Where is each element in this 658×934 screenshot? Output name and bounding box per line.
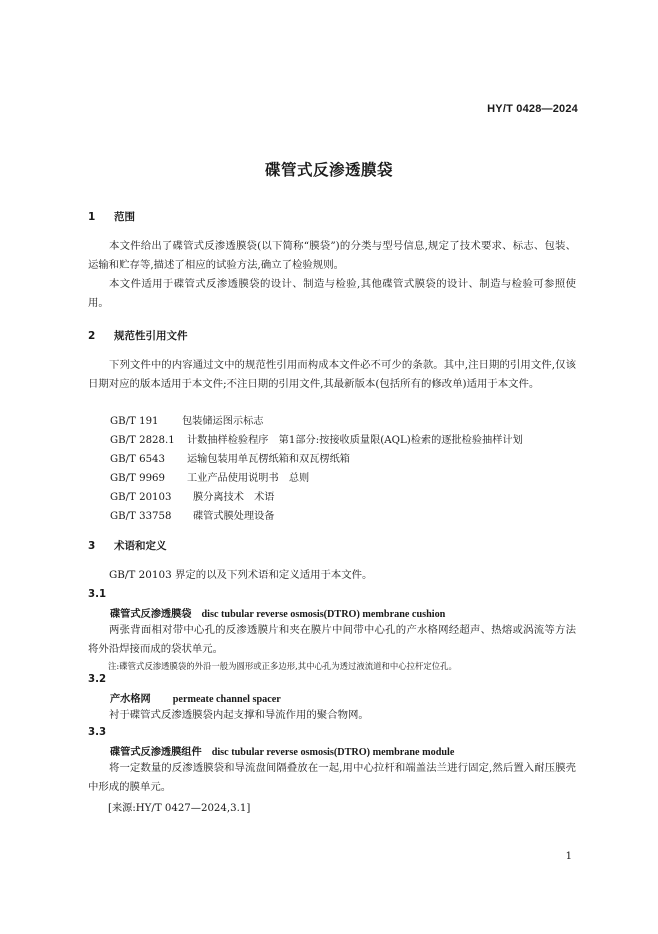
reference-title: 膜分离技术 术语 [193, 492, 275, 503]
term-english: disc tubular reverse osmosis(DTRO) membrane module [211, 747, 455, 758]
reference-item [110, 488, 275, 507]
page-number: 1 [565, 851, 572, 862]
reference-code: GB/T 20103 [110, 492, 172, 503]
reference-code: GB/T 33758 [110, 511, 172, 522]
reference-code: GB/T 6543 [110, 454, 166, 465]
term-source: [来源:HY/T 0427—2024,3.1] [108, 803, 251, 814]
term-number: 3.2 [88, 674, 107, 685]
term-definition: 将一定数量的反渗透膜袋和导流盘间隔叠放在一起,用中心拉杆和端盖法兰进行固定,然后置入耐压膜壳中形成的膜单元。 [88, 762, 576, 793]
reference-item [110, 450, 350, 469]
reference-title: 计数抽样检验程序 第1部分:按接收质量限(AQL)检索的逐批检验抽样计划 [187, 435, 523, 446]
term-definition: 衬于碟管式反渗透膜袋内起支撑和导流作用的聚合物网。 [109, 709, 369, 721]
term-heading [110, 605, 445, 620]
section-1-paragraph: 本文件适用于碟管式反渗透膜袋的设计、制造与检验,其他碟管式膜袋的设计、制造与检验可参照使用。 [88, 278, 576, 309]
section-2-intro: 下列文件中的内容通过文中的规范性引用而构成本文件必不可少的条款。其中,注日期的引用文件,仅该日期对应的版本适用于本文件;不注日期的引用文件,其最新版本(包括所有的修改单)适用于本文件。 [88, 359, 576, 390]
reference-title: 运输包装用单瓦楞纸箱和双瓦楞纸箱 [187, 454, 350, 465]
section-number: 1 [88, 211, 96, 223]
reference-code: GB/T 191 [110, 416, 159, 427]
term-number: 3.3 [88, 727, 107, 738]
section-1-paragraph: 本文件给出了碟管式反渗透膜袋(以下简称“膜袋”)的分类与型号信息,规定了技术要求、标志、包装、运输和贮存等,描述了相应的试验方法,确立了检验规则。 [88, 240, 576, 271]
section-1-heading [88, 209, 135, 224]
reference-title: 工业产品使用说明书 总则 [187, 473, 310, 484]
reference-item [110, 412, 264, 431]
term-heading [110, 690, 281, 705]
section-title: 范围 [114, 211, 135, 223]
section-number: 2 [88, 330, 96, 342]
reference-item [110, 469, 309, 488]
section-3-intro: GB/T 20103 界定的以及下列术语和定义适用于本文件。 [109, 569, 373, 581]
term-english: permeate channel spacer [172, 694, 281, 705]
document-title: 碟管式反渗透膜袋 [264, 161, 393, 179]
term-english: disc tubular reverse osmosis(DTRO) membrane cushion [201, 609, 446, 620]
term-chinese: 产水格网 [110, 694, 151, 705]
reference-item [110, 507, 275, 526]
section-number: 3 [88, 540, 96, 552]
term-chinese: 碟管式反渗透膜组件 [110, 747, 202, 758]
section-title: 规范性引用文件 [114, 330, 188, 342]
section-3-heading [88, 538, 167, 553]
reference-code: GB/T 9969 [110, 473, 166, 484]
section-2-heading [88, 328, 188, 343]
reference-code: GB/T 2828.1 [110, 435, 175, 446]
term-heading [110, 743, 454, 758]
term-note: 注:碟管式反渗透膜袋的外沿一般为圆形或正多边形,其中心孔为透过液流道和中心拉杆定位孔。 [108, 661, 457, 671]
term-number: 3.1 [88, 589, 107, 600]
reference-item [110, 431, 523, 450]
reference-title: 碟管式膜处理设备 [193, 511, 275, 522]
reference-title: 包装储运图示标志 [182, 416, 264, 427]
term-definition: 两张背面相对带中心孔的反渗透膜片和夹在膜片中间带中心孔的产水格网经超声、热熔或涡流等方法将外沿焊接而成的袋状单元。 [88, 624, 576, 655]
term-chinese: 碟管式反渗透膜袋 [110, 609, 192, 620]
section-title: 术语和定义 [114, 540, 167, 552]
standard-code: HY/T 0428—2024 [487, 103, 578, 115]
